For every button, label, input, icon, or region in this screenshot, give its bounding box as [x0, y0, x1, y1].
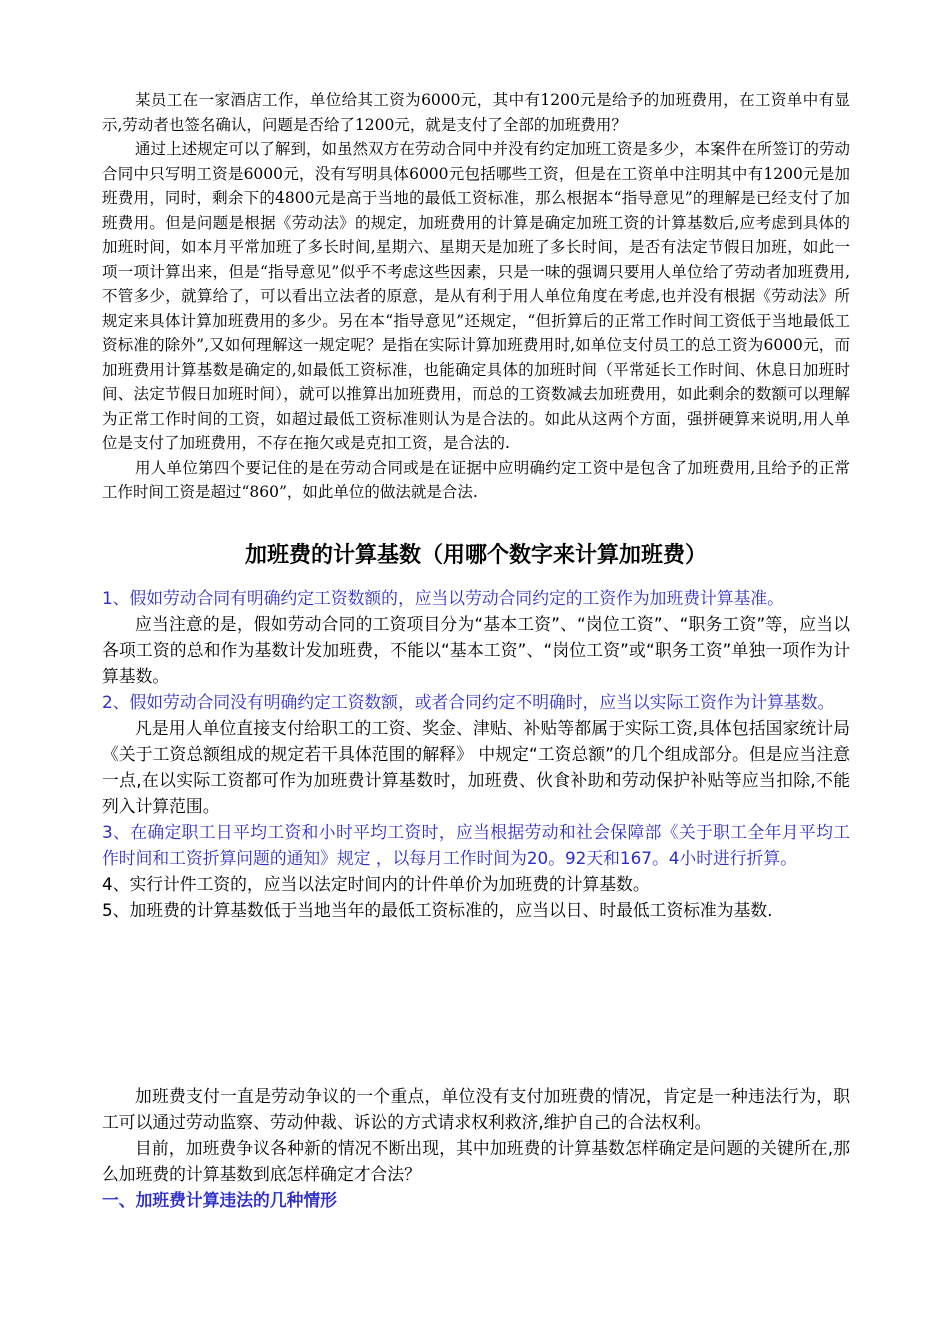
list-item-2: 2、假如劳动合同没有明确约定工资数额，或者合同约定不明确时，应当以实际工资作为计算基数。	[102, 692, 835, 712]
subheading-violations: 一、加班费计算违法的几种情形	[102, 1190, 337, 1210]
list-item-2-note: 凡是用人单位直接支付给职工的工资、奖金、津贴、补贴等都属于实际工资,具体包括国家统计局《关于工资总额组成的规定若干具体范围的解释》 中规定“工资总额”的几个组成部分。但是应当注意一点,在以实际工资都可作为加班费计算基数时，加班费、伙食补助和劳动保护补贴等应当扣除,不能列入计算范围。	[102, 718, 850, 816]
section-heading: 加班费的计算基数（用哪个数字来计算加班费）	[244, 543, 707, 568]
list-item-4: 4、实行计件工资的，应当以法定时间内的计件单价为加班费的计算基数。	[102, 874, 650, 894]
list-item-1: 1、假如劳动合同有明确约定工资数额的，应当以劳动合同约定的工资作为加班费计算基准。	[102, 588, 784, 608]
paragraph-question: 目前，加班费争议各种新的情况不断出现，其中加班费的计算基数怎样确定是问题的关键所在,那么加班费的计算基数到底怎样确定才合法？	[102, 1138, 850, 1184]
list-item-1-note: 应当注意的是，假如劳动合同的工资项目分为“基本工资”、“岗位工资”、“职务工资”等，应当以各项工资的总和作为基数计发加班费，不能以“基本工资”、“岗位工资”或“职务工资”单独一项作为计算基数。	[102, 614, 850, 686]
paragraph-conclusion: 用人单位第四个要记住的是在劳动合同或是在证据中应明确约定工资中是包含了加班费用,且给予的正常工作时间工资是超过“860”，如此单位的做法就是合法.	[102, 458, 850, 501]
paragraph-analysis: 通过上述规定可以了解到，如虽然双方在劳动合同中并没有约定加班工资是多少，本案件在所签订的劳动合同中只写明工资是6000元，没有写明具体6000元包括哪些工资，但是在工资单中注明其中有1200元是加班费用，同时，剩余下的4800元是高于当地的最低工资标准，那么根据本“指导意见”的理解是已经支付了加班费用。但是问题是根据《劳动法》的规定，加班费用的计算是确定加班工资的计算基数后,应考虑到具体的加班时间，如本月平常加班了多长时间,星期六、星期天是加班了多长时间，是否有法定节假日加班，如此一项一项计算出来，但是“指导意见”似乎不考虑这些因素，只是一味的强调只要用人单位给了劳动者加班费用,不管多少，就算给了，可以看出立法者的原意，是从有利于用人单位角度在考虑,也并没有根据《劳动法》所规定来具体计算加班费用的多少。另在本“指导意见”还规定，“但折算后的正常工作时间工资低于当地最低工资标准的除外”,又如何理解这一规定呢？是指在实际计算加班费用时,如单位支付员工的总工资为6000元，而加班费用计算基数是确定的,如最低工资标准，也能确定具体的加班时间（平常延长工作时间、休息日加班时间、法定节假日加班时间），就可以推算出加班费用，而总的工资数减去加班费用，如此剩余的数额可以理解为正常工作时间的工资，如超过最低工资标准则认为是合法的。如此从这两个方面，强拼硬算来说明,用人单位是支付了加班费用，不存在拖欠或是克扣工资，是合法的.	[102, 140, 850, 452]
intro-section	[102, 88, 850, 505]
list-item-5: 5、加班费的计算基数低于当地当年的最低工资标准的，应当以日、时最低工资标准为基数.	[102, 900, 773, 920]
paragraph-dispute: 加班费支付一直是劳动争议的一个重点，单位没有支付加班费的情况，肯定是一种违法行为，职工可以通过劳动监察、劳动仲裁、诉讼的方式请求权利救济,维护自己的合法权利。	[102, 1086, 850, 1132]
list-item-3: 3、在确定职工日平均工资和小时平均工资时，应当根据劳动和社会保障部《关于职工全年月平均工作时间和工资折算问题的通知》规定 ，以每月工作时间为20。92天和167。4小时进行折算。	[102, 822, 850, 868]
closing-section	[102, 1083, 850, 1213]
paragraph-case: 某员工在一家酒店工作，单位给其工资为6000元，其中有1200元是给予的加班费用，在工资单中有显示,劳动者也签名确认，问题是否给了1200元，就是支付了全部的加班费用？	[102, 91, 850, 134]
calculation-base-list	[102, 585, 850, 923]
